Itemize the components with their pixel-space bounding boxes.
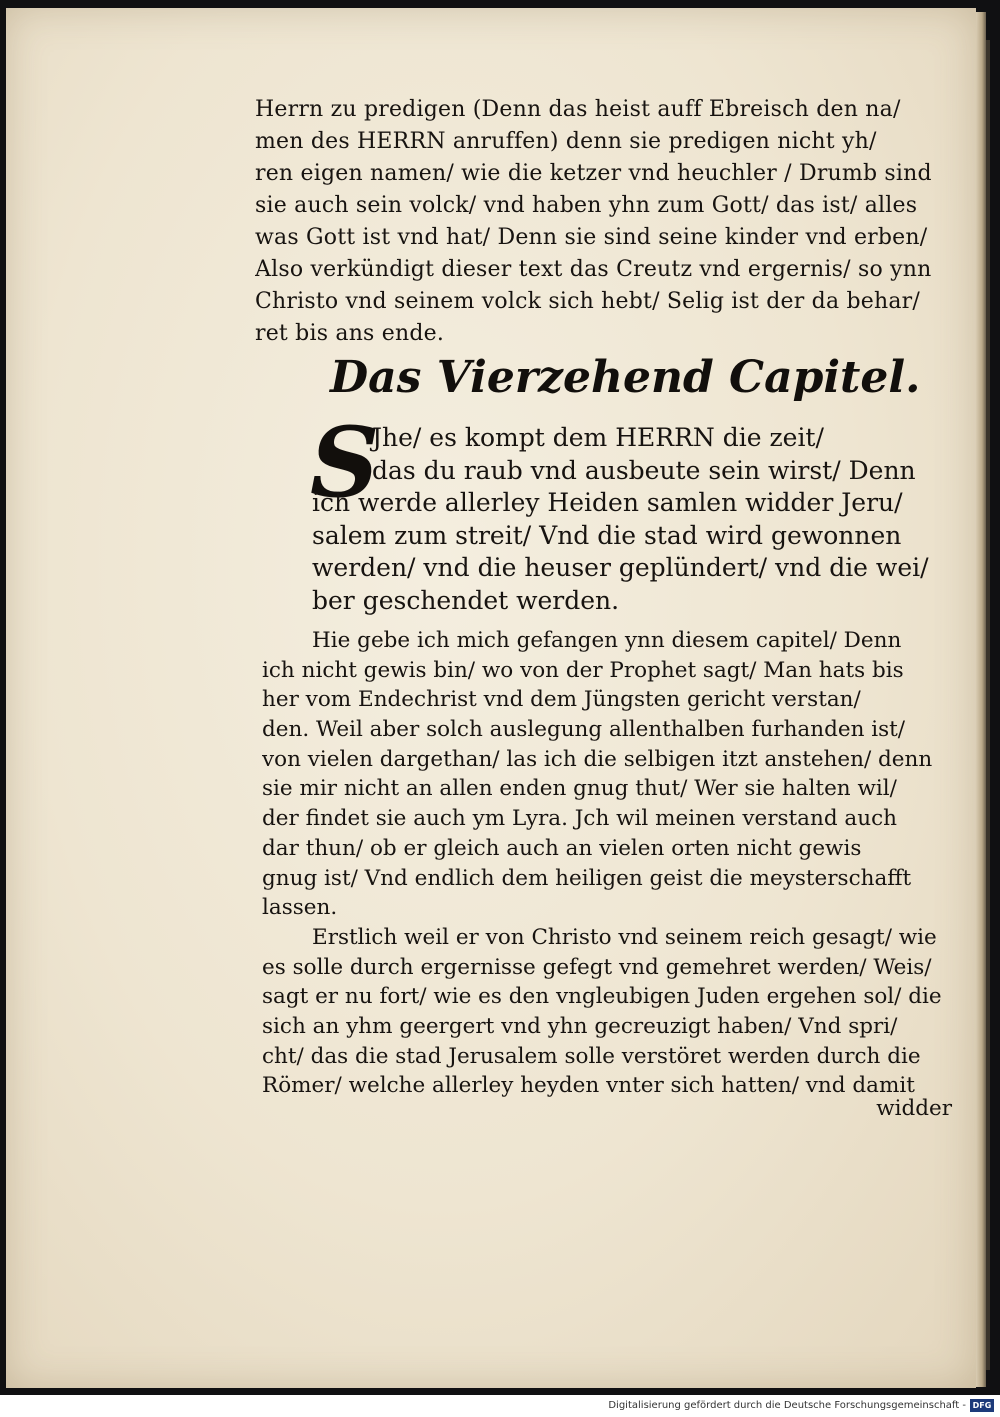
commentary-line: von vielen dargethan/ las ich die selbigen itzt anstehen/ denn [262, 746, 933, 772]
verse-text-block [310, 406, 952, 618]
commentary-line: lassen. [262, 895, 338, 921]
verse-line: das du raub vnd ausbeute sein wirst/ Denn [372, 455, 916, 485]
text-line: Also verkündigt dieser text das Creutz vnd ergernis/ so ynn [255, 257, 932, 282]
commentary-line: sich an yhm geergert vnd yhn gecreuzigt haben/ Vnd spri/ [262, 1013, 898, 1039]
continued-text-block [255, 94, 955, 350]
page-edge-shadow [986, 40, 990, 1370]
verse-line: werden/ vnd die heuser geplündert/ vnd die wei/ [312, 553, 929, 583]
text-line: Christo vnd seinem volck sich hebt/ Selig ist der da behar/ [255, 289, 920, 314]
drop-cap-initial: S [310, 406, 380, 519]
text-line: men des HERRN anruffen) denn sie predigen nicht yh/ [255, 129, 877, 154]
catchword: widder [876, 1096, 952, 1121]
commentary-line: sagt er nu fort/ wie es den vngleubigen Juden ergehen sol/ die [262, 984, 942, 1010]
commentary-line: her vom Endechrist vnd dem Jüngsten gericht verstan/ [262, 687, 861, 713]
text-line: sie auch sein volck/ vnd haben yhn zum Gott/ das ist/ alles [255, 193, 918, 218]
text-line: ret bis ans ende. [255, 321, 445, 346]
commentary-line: der findet sie auch ym Lyra. Jch wil meinen verstand auch [262, 806, 897, 832]
commentary-line: Römer/ welche allerley heyden vnter sich hatten/ vnd damit [262, 1073, 915, 1099]
commentary-line: ich nicht gewis bin/ wo von der Prophet sagt/ Man hats bis [262, 657, 904, 683]
verse-line: Jhe/ es kompt dem HERRN die zeit/ [372, 423, 824, 452]
commentary-line: cht/ das die stad Jerusalem solle verstöret werden durch die [262, 1043, 921, 1069]
page-edge [976, 12, 986, 1387]
commentary-line: sie mir nicht an allen enden gnug thut/ Wer sie halten wil/ [262, 776, 897, 802]
verse-line: ich werde allerley Heiden samlen widder Jeru/ [312, 488, 903, 518]
commentary-line: den. Weil aber solch auslegung allenthalben furhanden ist/ [262, 717, 906, 743]
verse-line: ber geschendet werden. [312, 585, 620, 615]
chapter-heading: Das Vierzehend Capitel. [330, 352, 921, 403]
commentary-line: Erstlich weil er von Christo vnd seinem reich gesagt/ wie [312, 924, 937, 950]
commentary-line: es solle durch ergernisse gefegt vnd gemehret werden/ Weis/ [262, 954, 932, 980]
funding-notice: Digitalisierung gefördert durch die Deutsche Forschungsgemeinschaft - [608, 1400, 966, 1411]
dfg-logo: DFG [970, 1399, 994, 1412]
commentary-line: dar thun/ ob er gleich auch an vielen orten nicht gewis [262, 835, 862, 861]
commentary-line: gnug ist/ Vnd endlich dem heiligen geist die meysterschafft [262, 865, 912, 891]
verse-line: salem zum streit/ Vnd die stad wird gewonnen [312, 520, 902, 550]
text-line: ren eigen namen/ wie die ketzer vnd heuchler / Drumb sind [255, 161, 932, 186]
commentary-line: Hie gebe ich mich gefangen ynn diesem capitel/ Denn [312, 628, 902, 653]
text-line: Herrn zu predigen (Denn das heist auff Ebreisch den na/ [255, 97, 901, 122]
text-line: was Gott ist vnd hat/ Denn sie sind seine kinder vnd erben/ [255, 225, 928, 250]
commentary-text-block [262, 626, 952, 1101]
